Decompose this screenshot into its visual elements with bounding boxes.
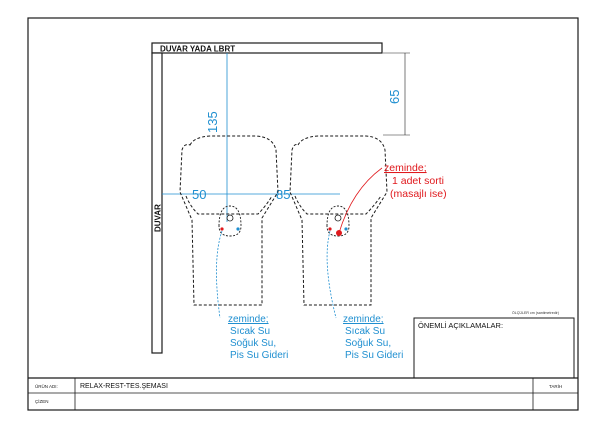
side-wall	[152, 53, 163, 353]
important-notes-box	[414, 318, 574, 378]
product-name-value: RELAX-REST-TES.ŞEMASI	[80, 383, 168, 390]
massage-note-line-2: 1 adet sorti	[392, 175, 444, 187]
left-connection-note	[228, 314, 288, 361]
units-note: ÖLÇÜLER cm (santimetredir)	[512, 311, 559, 315]
drawn-by-label: ÇİZEN	[35, 399, 49, 404]
right-note-line-4: Pis Su Gideri	[345, 350, 404, 361]
dimension-center-to-center-value: 85	[276, 187, 291, 202]
right-connection-note	[343, 314, 403, 361]
right-bathtub-unit	[290, 136, 387, 305]
left-drain-symbol	[219, 206, 241, 236]
top-wall	[152, 43, 382, 54]
product-name-label: ÜRÜN ADI:	[35, 384, 58, 389]
date-label: TARİH	[549, 384, 563, 389]
title-block	[28, 378, 578, 410]
left-note-line-2: Sıcak Su	[230, 326, 271, 337]
dimension-top-gap	[383, 53, 410, 135]
dimension-horizontal	[162, 187, 340, 202]
right-drain-symbol	[327, 206, 349, 236]
massage-note	[384, 162, 447, 200]
dimension-depth-value: 135	[205, 111, 220, 133]
dimension-top-gap-value: 65	[387, 89, 402, 104]
side-wall-label: DUVAR	[153, 204, 163, 232]
dimension-depth	[205, 53, 227, 222]
massage-note-line-3: (masajlı ise)	[390, 188, 447, 200]
right-note-line-1: zeminde;	[343, 314, 384, 325]
left-note-line-3: Soğuk Su,	[230, 338, 277, 349]
massage-leader-line	[339, 168, 382, 233]
right-note-line-2: Sıcak Su	[345, 326, 386, 337]
important-notes-title: ÖNEMLİ AÇIKLAMALAR:	[418, 321, 504, 330]
left-note-line-1: zeminde;	[228, 314, 269, 325]
dimension-wall-to-center-value: 50	[192, 187, 207, 202]
massage-note-line-1: zeminde;	[384, 162, 427, 174]
top-wall-label: DUVAR YADA LBRT	[160, 44, 236, 54]
right-note-line-3: Soğuk Su,	[345, 338, 392, 349]
left-note-line-4: Pis Su Gideri	[230, 350, 289, 361]
